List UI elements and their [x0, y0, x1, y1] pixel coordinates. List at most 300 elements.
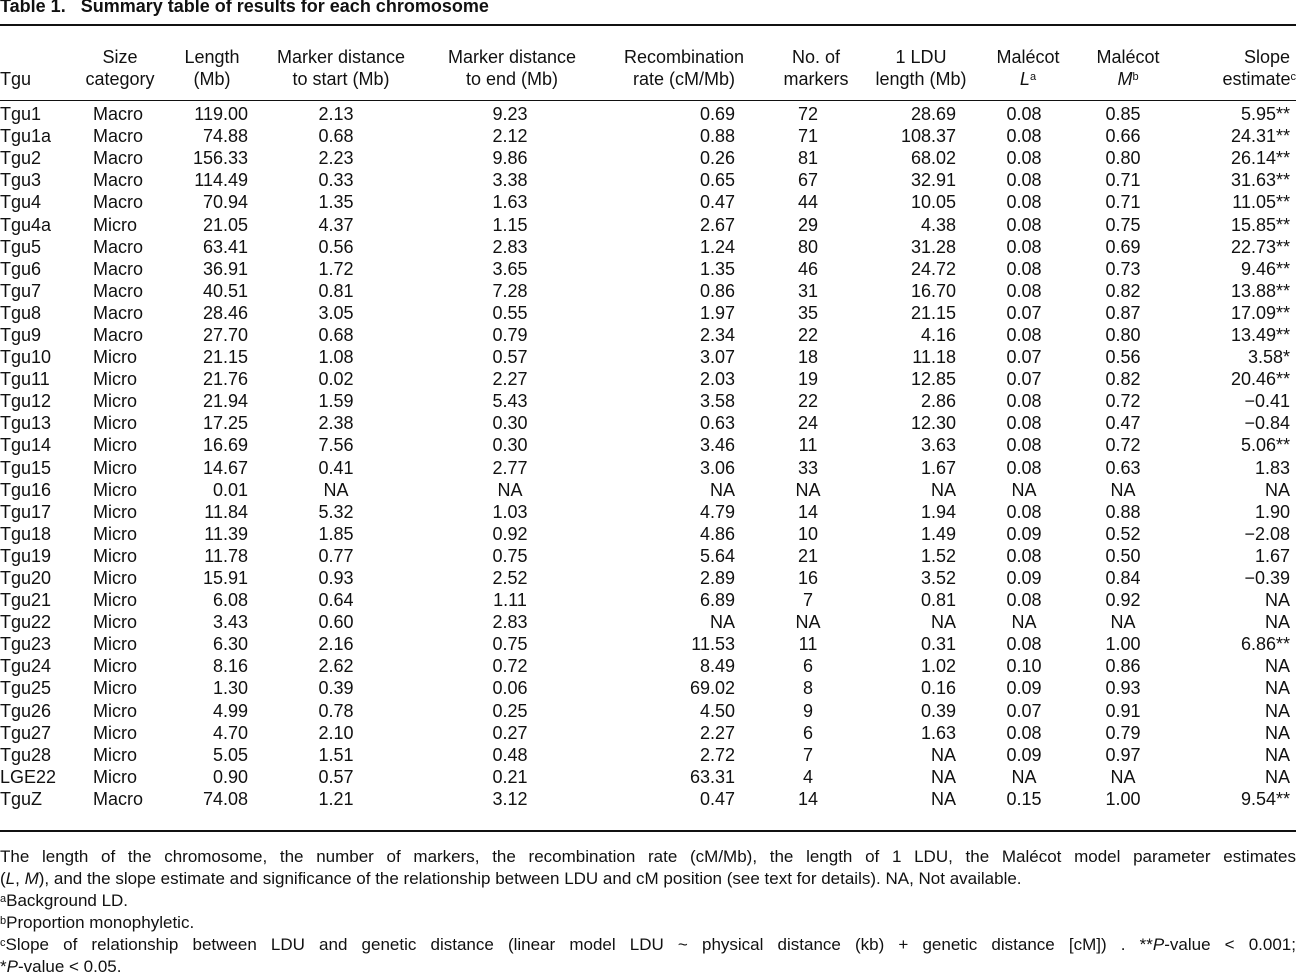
cell-no-markers: 8 [802, 678, 813, 699]
cell-length: 0.01 [212, 479, 248, 500]
cell-malecot-m: 0.86 [1105, 656, 1141, 677]
cell-recombination-rate: 1.35 [699, 258, 735, 279]
cell-marker-start: 2.10 [318, 722, 354, 743]
cell-ldu-length: 1.52 [920, 545, 956, 566]
cell-slope-estimate: 1.83 [1254, 457, 1290, 478]
cell-marker-start: 1.21 [318, 788, 354, 809]
cell-length: 1.30 [212, 678, 248, 699]
cell-malecot-l: 0.08 [1006, 126, 1042, 147]
cell-malecot-l: 0.07 [1006, 302, 1042, 323]
cell-malecot-m: 0.69 [1105, 236, 1141, 257]
table-row [0, 103, 1296, 125]
cell-malecot-m: 0.73 [1105, 258, 1141, 279]
top-rule [0, 24, 1296, 26]
cell-no-markers: 81 [797, 148, 819, 169]
cell-slope-estimate: 17.09** [1230, 302, 1290, 323]
cell-marker-start: 2.38 [318, 413, 354, 434]
cell-recombination-rate: 4.50 [699, 700, 735, 721]
cell-ldu-length: 28.69 [910, 104, 956, 125]
cell-no-markers: 16 [797, 568, 819, 589]
cell-tgu: Tgu5 [0, 236, 42, 257]
cell-tgu: Tgu16 [0, 479, 52, 500]
table-row [0, 567, 1296, 589]
cell-malecot-l: 0.08 [1006, 545, 1042, 566]
cell-ldu-length: 32.91 [910, 170, 956, 191]
cell-marker-end: 0.25 [492, 700, 528, 721]
cell-marker-start: 1.08 [318, 347, 354, 368]
cell-malecot-l: 0.08 [1006, 148, 1042, 169]
cell-no-markers: 11 [798, 435, 818, 456]
table-row [0, 722, 1296, 744]
cell-malecot-l: 0.08 [1006, 722, 1042, 743]
cell-ldu-length: 3.52 [920, 568, 956, 589]
cell-slope-estimate: NA [1264, 590, 1290, 611]
cell-marker-end: 0.48 [492, 744, 528, 765]
cell-size-category: Macro [93, 236, 144, 257]
cell-no-markers: 35 [797, 302, 819, 323]
cell-no-markers: 29 [797, 214, 819, 235]
col-header-size-category: Size category [85, 47, 155, 89]
cell-marker-start: 0.56 [318, 236, 354, 257]
cell-length: 17.25 [202, 413, 248, 434]
cell-tgu: Tgu1a [0, 126, 52, 147]
cell-marker-start: 0.64 [318, 590, 354, 611]
cell-malecot-l: 0.08 [1006, 192, 1042, 213]
cell-slope-estimate: NA [1264, 612, 1290, 633]
table-row [0, 258, 1296, 280]
cell-recombination-rate: 3.58 [699, 391, 735, 412]
cell-malecot-m: 0.50 [1105, 545, 1141, 566]
cell-malecot-l: 0.09 [1006, 568, 1042, 589]
cell-slope-estimate: NA [1264, 766, 1290, 787]
cell-marker-start: 0.78 [318, 700, 354, 721]
table-row [0, 368, 1296, 390]
cell-ldu-length: 0.39 [920, 700, 956, 721]
cell-slope-estimate: NA [1264, 656, 1290, 677]
cell-recombination-rate: 1.24 [699, 236, 735, 257]
table-row [0, 457, 1296, 479]
cell-slope-estimate: 22.73** [1230, 236, 1290, 257]
cell-marker-start: 0.39 [318, 678, 354, 699]
cell-ldu-length: 68.02 [910, 148, 956, 169]
cell-tgu: Tgu6 [0, 258, 42, 279]
cell-tgu: Tgu10 [0, 347, 52, 368]
cell-length: 3.43 [212, 612, 248, 633]
cell-marker-end: 3.38 [492, 170, 528, 191]
cell-ldu-length: 1.94 [920, 501, 956, 522]
cell-malecot-m: NA [1110, 612, 1136, 633]
cell-no-markers: 44 [797, 192, 819, 213]
cell-malecot-m: 0.85 [1105, 104, 1141, 125]
cell-size-category: Micro [93, 545, 137, 566]
cell-size-category: Micro [93, 700, 137, 721]
cell-malecot-l: NA [1011, 479, 1037, 500]
col-header-ldu-length: 1 LDU length (Mb) [875, 47, 967, 89]
cell-marker-start: 1.51 [318, 744, 354, 765]
cell-marker-end: 5.43 [492, 391, 528, 412]
footnote-main: The length of the chromosome, the number of markers, the recombination rate (cM/Mb), the length of 1 LDU, the Malécot model parameter estimates [0, 847, 1296, 866]
cell-malecot-l: 0.07 [1006, 700, 1042, 721]
cell-ldu-length: 11.18 [912, 347, 956, 368]
table-title: Summary table of results for each chromosome [80, 0, 489, 16]
cell-malecot-m: 0.72 [1105, 435, 1141, 456]
cell-tgu: TguZ [0, 788, 43, 809]
cell-no-markers: 67 [797, 170, 819, 191]
cell-slope-estimate: 13.88** [1230, 280, 1290, 301]
cell-size-category: Macro [93, 280, 144, 301]
cell-ldu-length: 2.86 [920, 391, 956, 412]
cell-malecot-m: 0.75 [1105, 214, 1141, 235]
cell-ldu-length: NA [930, 479, 956, 500]
cell-malecot-l: 0.08 [1006, 236, 1042, 257]
cell-tgu: Tgu22 [0, 612, 52, 633]
cell-malecot-l: NA [1011, 766, 1037, 787]
cell-ldu-length: 4.38 [920, 214, 956, 235]
cell-length: 74.88 [202, 126, 248, 147]
cell-marker-end: 1.63 [492, 192, 528, 213]
cell-tgu: Tgu19 [0, 545, 52, 566]
cell-tgu: Tgu17 [0, 501, 52, 522]
cell-size-category: Micro [93, 722, 137, 743]
cell-malecot-m: 0.72 [1105, 391, 1141, 412]
cell-no-markers: 6 [802, 722, 813, 743]
cell-recombination-rate: 0.86 [699, 280, 735, 301]
cell-tgu: Tgu13 [0, 413, 52, 434]
cell-size-category: Micro [93, 744, 137, 765]
cell-length: 63.41 [202, 236, 248, 257]
col-header-marker-end: Marker distance to end (Mb) [447, 47, 577, 89]
cell-size-category: Micro [93, 435, 137, 456]
cell-recombination-rate: 0.47 [699, 788, 735, 809]
cell-marker-end: 2.77 [492, 457, 528, 478]
cell-marker-end: 9.23 [492, 104, 528, 125]
cell-length: 4.70 [212, 722, 248, 743]
table-row [0, 611, 1296, 633]
cell-size-category: Micro [93, 590, 137, 611]
cell-marker-end: 0.30 [492, 413, 528, 434]
cell-size-category: Micro [93, 766, 137, 787]
cell-no-markers: 46 [797, 258, 819, 279]
cell-ldu-length: NA [930, 612, 956, 633]
cell-no-markers: 4 [802, 766, 813, 787]
cell-marker-start: 0.68 [318, 126, 354, 147]
cell-slope-estimate: 9.54** [1240, 788, 1290, 809]
cell-tgu: Tgu7 [0, 280, 42, 301]
cell-malecot-m: 0.92 [1105, 590, 1141, 611]
cell-marker-start: 2.13 [318, 104, 354, 125]
table-row [0, 633, 1296, 655]
cell-tgu: Tgu21 [0, 590, 52, 611]
cell-slope-estimate: −0.84 [1244, 413, 1290, 434]
cell-size-category: Macro [93, 192, 144, 213]
cell-marker-start: 1.72 [318, 258, 354, 279]
cell-malecot-l: 0.09 [1006, 523, 1042, 544]
cell-marker-end: 3.65 [492, 258, 528, 279]
cell-size-category: Macro [93, 258, 144, 279]
cell-malecot-m: 0.66 [1105, 126, 1141, 147]
cell-malecot-l: 0.08 [1006, 280, 1042, 301]
col-header-no-markers: No. of markers [783, 47, 849, 89]
cell-tgu: Tgu27 [0, 722, 52, 743]
cell-recombination-rate: 0.88 [699, 126, 735, 147]
table-row [0, 236, 1296, 258]
cell-recombination-rate: NA [709, 612, 735, 633]
cell-no-markers: 18 [797, 347, 819, 368]
cell-tgu: Tgu4 [0, 192, 42, 213]
cell-marker-start: 2.16 [318, 634, 354, 655]
cell-length: 16.69 [202, 435, 248, 456]
cell-malecot-m: 0.47 [1105, 413, 1141, 434]
table-row [0, 501, 1296, 523]
col-header-malecot-m: Malécot $M^b$ [1096, 47, 1160, 89]
cell-marker-start: 0.60 [318, 612, 354, 633]
cell-marker-end: 0.21 [492, 766, 528, 787]
cell-recombination-rate: 0.69 [699, 104, 735, 125]
cell-slope-estimate: −2.08 [1244, 523, 1290, 544]
cell-size-category: Macro [93, 170, 144, 191]
cell-no-markers: 11 [798, 634, 818, 655]
cell-malecot-l: 0.08 [1006, 501, 1042, 522]
cell-tgu: Tgu12 [0, 391, 52, 412]
cell-no-markers: NA [795, 612, 821, 633]
cell-no-markers: 80 [797, 236, 819, 257]
cell-malecot-m: 1.00 [1105, 634, 1141, 655]
cell-no-markers: 14 [797, 788, 819, 809]
cell-malecot-m: 0.71 [1105, 192, 1141, 213]
cell-malecot-m: 0.82 [1105, 369, 1141, 390]
cell-marker-start: 3.05 [318, 302, 354, 323]
cell-marker-start: 7.56 [318, 435, 354, 456]
cell-marker-end: 0.72 [492, 656, 528, 677]
table-row [0, 434, 1296, 456]
cell-length: 4.99 [212, 700, 248, 721]
cell-slope-estimate: 5.06** [1240, 435, 1290, 456]
cell-malecot-l: NA [1011, 612, 1037, 633]
cell-slope-estimate: 13.49** [1230, 324, 1290, 345]
cell-tgu: Tgu20 [0, 568, 52, 589]
cell-malecot-m: 0.79 [1105, 722, 1141, 743]
cell-slope-estimate: 1.90 [1254, 501, 1290, 522]
cell-length: 11.84 [204, 501, 248, 522]
cell-size-category: Macro [93, 302, 144, 323]
cell-no-markers: NA [795, 479, 821, 500]
cell-ldu-length: 10.05 [910, 192, 956, 213]
cell-marker-start: 0.93 [318, 568, 354, 589]
cell-marker-end: 0.27 [492, 722, 528, 743]
cell-malecot-m: 0.71 [1105, 170, 1141, 191]
cell-recombination-rate: 3.06 [699, 457, 735, 478]
cell-ldu-length: 1.49 [920, 523, 956, 544]
cell-recombination-rate: 8.49 [699, 656, 735, 677]
cell-ldu-length: 3.63 [920, 435, 956, 456]
cell-length: 36.91 [202, 258, 248, 279]
cell-slope-estimate: 31.63** [1230, 170, 1290, 191]
cell-ldu-length: 12.30 [910, 413, 956, 434]
cell-recombination-rate: 11.53 [691, 634, 735, 655]
cell-malecot-l: 0.08 [1006, 170, 1042, 191]
cell-length: 6.08 [212, 590, 248, 611]
cell-slope-estimate: 5.95** [1240, 104, 1290, 125]
cell-recombination-rate: 2.67 [699, 214, 735, 235]
table-row [0, 589, 1296, 611]
cell-ldu-length: 16.70 [910, 280, 956, 301]
table-row [0, 390, 1296, 412]
cell-size-category: Macro [93, 104, 144, 125]
cell-marker-end: 0.55 [492, 302, 528, 323]
cell-length: 6.30 [212, 634, 248, 655]
cell-slope-estimate: 9.46** [1240, 258, 1290, 279]
bottom-rule [0, 830, 1296, 832]
cell-slope-estimate: NA [1264, 700, 1290, 721]
cell-length: 15.91 [202, 568, 248, 589]
table-row [0, 125, 1296, 147]
cell-size-category: Micro [93, 391, 137, 412]
table-row [0, 147, 1296, 169]
cell-length: 21.76 [202, 369, 248, 390]
table-footnotes [0, 846, 1296, 978]
cell-length: 5.05 [212, 744, 248, 765]
cell-slope-estimate: 3.58* [1247, 347, 1290, 368]
table-caption [0, 0, 489, 18]
cell-recombination-rate: 4.79 [699, 501, 735, 522]
cell-marker-start: 0.33 [318, 170, 354, 191]
cell-ldu-length: NA [930, 788, 956, 809]
cell-size-category: Micro [93, 634, 137, 655]
cell-recombination-rate: 6.89 [699, 590, 735, 611]
cell-tgu: Tgu3 [0, 170, 42, 191]
cell-ldu-length: NA [930, 744, 956, 765]
cell-malecot-m: 0.88 [1105, 501, 1141, 522]
cell-ldu-length: NA [930, 766, 956, 787]
cell-size-category: Micro [93, 678, 137, 699]
cell-length: 0.90 [212, 766, 248, 787]
cell-no-markers: 9 [802, 700, 813, 721]
cell-malecot-l: 0.09 [1006, 744, 1042, 765]
cell-length: 21.05 [202, 214, 248, 235]
col-header-recombination-rate: Recombination rate (cM/Mb) [623, 47, 745, 89]
cell-malecot-m: 0.91 [1105, 700, 1141, 721]
cell-malecot-m: 0.93 [1105, 678, 1141, 699]
cell-ldu-length: 12.85 [910, 369, 956, 390]
cell-length: 114.49 [194, 170, 248, 191]
table-label: Table 1. [0, 0, 66, 16]
cell-length: 11.39 [204, 523, 248, 544]
cell-recombination-rate: 2.72 [699, 744, 735, 765]
table-row [0, 346, 1296, 368]
cell-recombination-rate: 4.86 [699, 523, 735, 544]
cell-ldu-length: 1.02 [920, 656, 956, 677]
col-header-slope-estimate: Slope estimate$^c$ [1222, 47, 1296, 89]
cell-size-category: Macro [93, 788, 144, 809]
table-row [0, 744, 1296, 766]
cell-recombination-rate: NA [709, 479, 735, 500]
cell-length: 21.15 [202, 347, 248, 368]
table-row [0, 169, 1296, 191]
cell-no-markers: 22 [797, 391, 819, 412]
results-table [0, 34, 1296, 810]
cell-ldu-length: 108.37 [900, 126, 956, 147]
cell-malecot-m: 0.56 [1105, 347, 1141, 368]
cell-slope-estimate: NA [1264, 744, 1290, 765]
table-row [0, 523, 1296, 545]
cell-size-category: Micro [93, 214, 137, 235]
cell-slope-estimate: 26.14** [1230, 148, 1290, 169]
cell-size-category: Micro [93, 347, 137, 368]
cell-no-markers: 33 [797, 457, 819, 478]
cell-ldu-length: 4.16 [920, 324, 956, 345]
cell-malecot-l: 0.07 [1006, 369, 1042, 390]
table-row [0, 302, 1296, 324]
cell-marker-start: 0.81 [318, 280, 354, 301]
cell-marker-end: 0.75 [492, 545, 528, 566]
table-row [0, 545, 1296, 567]
col-header-malecot-l: Malécot $L^a$ [996, 47, 1060, 89]
cell-size-category: Micro [93, 568, 137, 589]
cell-marker-end: 0.57 [492, 347, 528, 368]
cell-marker-start: 0.02 [318, 369, 354, 390]
table-row [0, 412, 1296, 434]
cell-malecot-m: 0.80 [1105, 148, 1141, 169]
cell-tgu: Tgu9 [0, 324, 42, 345]
cell-marker-end: 3.12 [492, 788, 528, 809]
cell-malecot-l: 0.08 [1006, 258, 1042, 279]
cell-marker-end: 0.06 [492, 678, 528, 699]
cell-slope-estimate: NA [1264, 479, 1290, 500]
cell-marker-end: 0.30 [492, 435, 528, 456]
cell-size-category: Macro [93, 126, 144, 147]
cell-tgu: Tgu28 [0, 744, 52, 765]
cell-ldu-length: 1.67 [920, 457, 956, 478]
cell-malecot-l: 0.08 [1006, 391, 1042, 412]
cell-marker-start: 2.23 [318, 148, 354, 169]
cell-size-category: Micro [93, 479, 137, 500]
cell-no-markers: 6 [802, 656, 813, 677]
cell-slope-estimate: 20.46** [1230, 369, 1290, 390]
cell-length: 11.78 [204, 545, 248, 566]
col-header-marker-start: Marker distance to start (Mb) [276, 47, 406, 89]
cell-ldu-length: 0.31 [920, 634, 956, 655]
table-row [0, 280, 1296, 302]
cell-slope-estimate: −0.41 [1244, 391, 1290, 412]
cell-slope-estimate: 11.05** [1232, 192, 1290, 213]
cell-slope-estimate: NA [1264, 722, 1290, 743]
cell-slope-estimate: 1.67 [1254, 545, 1290, 566]
cell-no-markers: 71 [797, 126, 819, 147]
table-row [0, 479, 1296, 501]
cell-tgu: Tgu11 [0, 369, 50, 390]
footnote-b: $^b$Proportion monophyletic. [0, 913, 195, 932]
cell-marker-end: 0.92 [492, 523, 528, 544]
table-row [0, 766, 1296, 788]
cell-ldu-length: 31.28 [910, 236, 956, 257]
cell-malecot-m: 0.97 [1105, 744, 1141, 765]
cell-tgu: Tgu2 [0, 148, 42, 169]
cell-slope-estimate: 15.85** [1230, 214, 1290, 235]
cell-marker-start: 0.57 [318, 766, 354, 787]
cell-slope-estimate: NA [1264, 678, 1290, 699]
cell-no-markers: 31 [797, 280, 819, 301]
cell-size-category: Micro [93, 369, 137, 390]
cell-malecot-l: 0.15 [1006, 788, 1042, 809]
cell-length: 156.33 [192, 148, 248, 169]
cell-tgu: Tgu4a [0, 214, 52, 235]
cell-marker-end: NA [497, 479, 523, 500]
cell-length: 119.00 [194, 104, 248, 125]
cell-recombination-rate: 3.07 [699, 347, 735, 368]
cell-ldu-length: 21.15 [910, 302, 956, 323]
cell-tgu: Tgu15 [0, 457, 52, 478]
cell-size-category: Micro [93, 523, 137, 544]
